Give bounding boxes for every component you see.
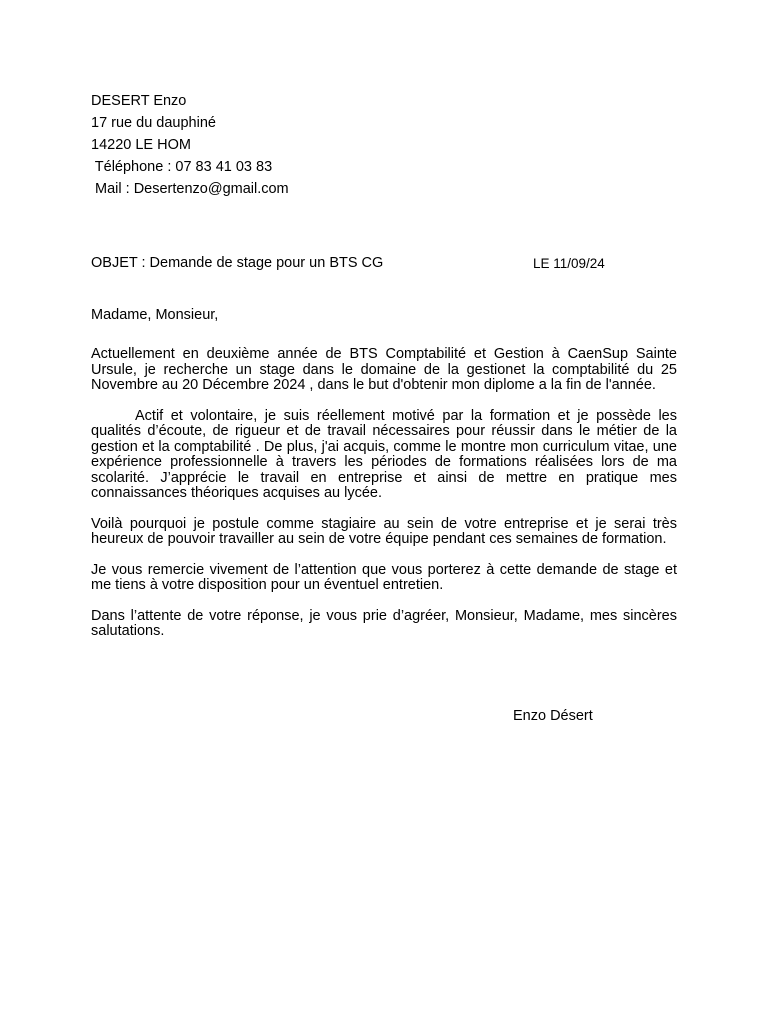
sender-city: 14220 LE HOM — [91, 137, 191, 153]
letter-body — [91, 347, 677, 655]
paragraph-intro: Actuellement en deuxième année de BTS Comptabilité et Gestion à CaenSup Sainte Ursule, je recherche un stage dans le domaine de la gestionet la comptabilité du 25 Novembre au 20 Décembre 2024 , dans le but d'obtenir mon diplome a la fin de l'année. — [91, 346, 677, 393]
signature: Enzo Désert — [513, 708, 593, 724]
sender-street: 17 rue du dauphiné — [91, 115, 216, 131]
subject-line — [91, 254, 611, 272]
sender-address-block — [91, 90, 289, 200]
salutation: Madame, Monsieur, — [91, 307, 219, 323]
paragraph-qualities: Actif et volontaire, je suis réellement motivé par la formation et je possède les qualités d’écoute, de rigueur et de travail nécessaires pour réussir dans le métier de la gestion et la comptabilité . De plus, j'ai acquis, comme le montre mon curriculum vitae, une expérience professionnelle à travers les périodes de formations réalisées lors de ma scolarité. J’apprécie le travail en entreprise et ainsi de mettre en pratique mes connaissances théoriques acquises au lycée. — [91, 407, 677, 501]
sender-phone: Téléphone : 07 83 41 03 83 — [91, 159, 273, 175]
letter-date: LE 11/09/24 — [533, 256, 605, 271]
subject-text: OBJET : Demande de stage pour un BTS CG — [91, 255, 384, 271]
paragraph-motivation: Voilà pourquoi je postule comme stagiaire au sein de votre entreprise et je serai très heureux de pouvoir travailler au sein de votre équipe pendant ces semaines de formation. — [91, 515, 677, 547]
paragraph-thanks: Je vous remercie vivement de l’attention que vous porterez à cette demande de stage et me tiens à votre disposition pour un éventuel entretien. — [91, 561, 677, 593]
sender-mail: Mail : Desertenzo@gmail.com — [91, 181, 289, 197]
sender-name: DESERT Enzo — [91, 93, 187, 109]
paragraph-closing: Dans l’attente de votre réponse, je vous prie d’agréer, Monsieur, Madame, mes sincères salutations. — [91, 607, 677, 639]
